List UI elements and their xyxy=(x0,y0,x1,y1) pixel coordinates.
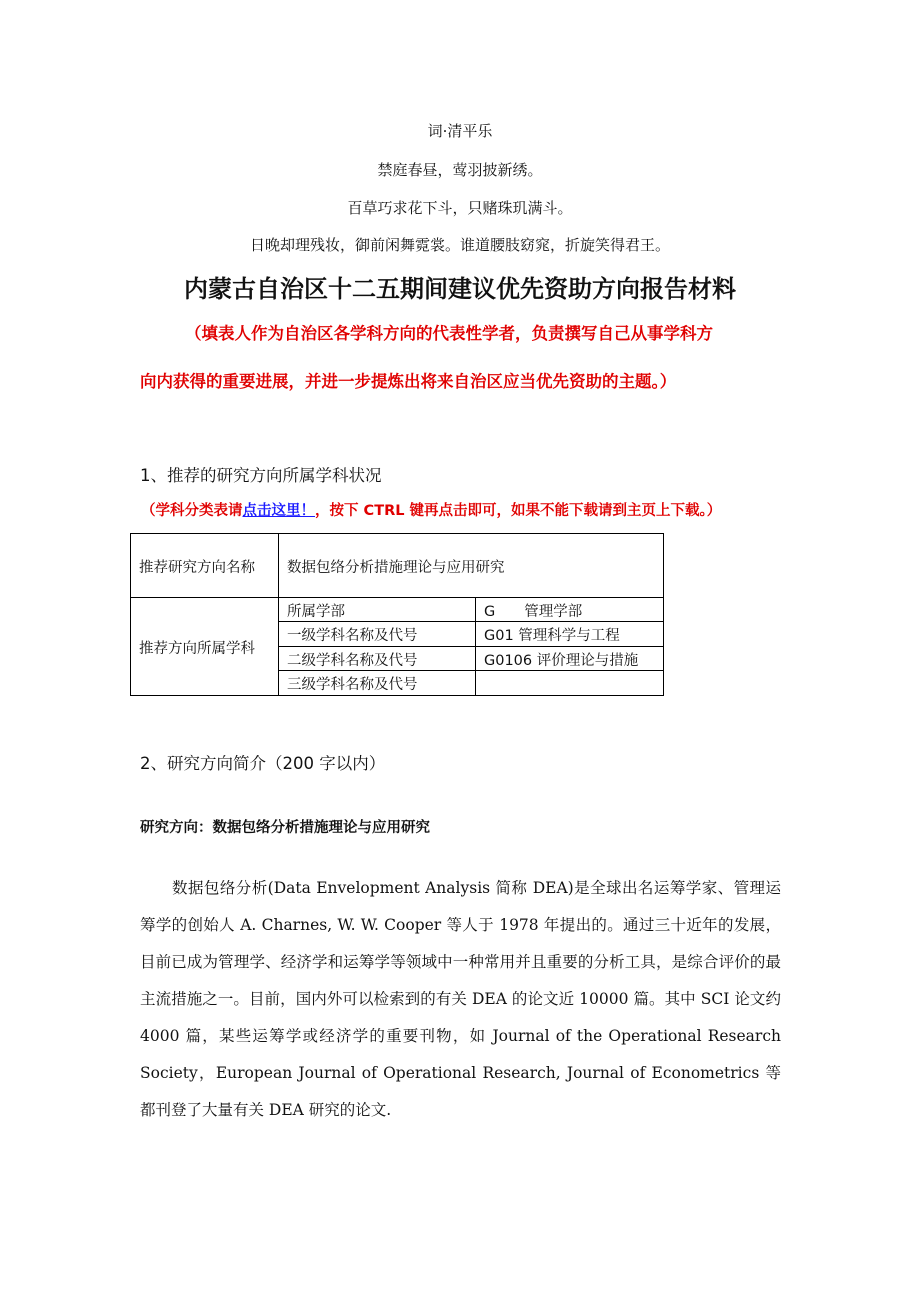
introduction-paragraph: 数据包络分析(Data Envelopment Analysis 简称 DEA)是全球出名运筹学家、管理运筹学的创始人 A. Charnes, W. W. Cooper 等人于 1978 年提出的。通过三十近年的发展，目前已成为管理学、经济学和运筹学等领域中一种常用并且重要的分析工具，是综合评价的最主流措施之一。目前，国内外可以检索到的有关 DEA 的论文近 10000 篇。其中 SCI 论文约 4000 篇，某些运筹学或经济学的重要刊物，如 Journal of the Operational Research Society，European Journal of Operational Research, Journal of Econometrics 等都刊登了大量有关 DEA 研究的论文. xyxy=(140,879,781,1119)
table-row-value: G01 管理科学与工程 xyxy=(484,628,620,644)
download-link[interactable]: 点击这里！ xyxy=(242,503,315,519)
table-divider xyxy=(278,621,663,622)
table-row-value: G 管理学部 xyxy=(484,603,583,620)
table-divider xyxy=(131,597,663,598)
subject-table xyxy=(130,533,664,696)
poem-line-2: 百草巧求花下斗，只赌珠玑满斗。 xyxy=(347,199,573,217)
table-divider xyxy=(278,670,663,671)
instruction-line-1: （填表人作为自治区各学科方向的代表性学者，负责撰写自己从事学科方 xyxy=(185,324,713,343)
download-note-suffix: ，按下 CTRL 键再点击即可，如果不能下载请到主页上下载。） xyxy=(315,503,722,519)
table-row-label: 二级学科名称及代号 xyxy=(287,652,418,669)
table-row-value: G0106 评价理论与措施 xyxy=(484,652,639,669)
instruction-line-2: 向内获得的重要进展，并进一步提炼出将来自治区应当优先资助的主题。） xyxy=(140,372,677,391)
direction-name-label: 推荐研究方向名称 xyxy=(139,559,255,576)
table-row-label: 一级学科名称及代号 xyxy=(287,628,418,644)
download-note xyxy=(141,501,721,521)
direction-name-value: 数据包络分析措施理论与应用研究 xyxy=(287,559,505,576)
direction-subject-label: 推荐方向所属学科 xyxy=(139,640,255,657)
poem-line-3: 日晚却理残妆，御前闲舞霓裳。谁道腰肢窈窕，折旋笑得君王。 xyxy=(249,236,670,254)
document-title: 内蒙古自治区十二五期间建议优先资助方向报告材料 xyxy=(184,275,736,303)
download-note-prefix: （学科分类表请 xyxy=(141,503,243,519)
section-2-heading: 2、研究方向简介（200 字以内） xyxy=(140,754,386,773)
research-direction-subheading: 研究方向：数据包络分析措施理论与应用研究 xyxy=(140,820,430,836)
section-1-heading: 1、推荐的研究方向所属学科状况 xyxy=(140,466,382,485)
poem-title: 词·清平乐 xyxy=(427,122,493,140)
table-divider xyxy=(278,646,663,647)
table-row-label: 所属学部 xyxy=(287,603,345,620)
table-row-label: 三级学科名称及代号 xyxy=(287,676,418,693)
table-row-value xyxy=(476,671,665,695)
poem-line-1: 禁庭春昼，莺羽披新绣。 xyxy=(377,161,543,179)
